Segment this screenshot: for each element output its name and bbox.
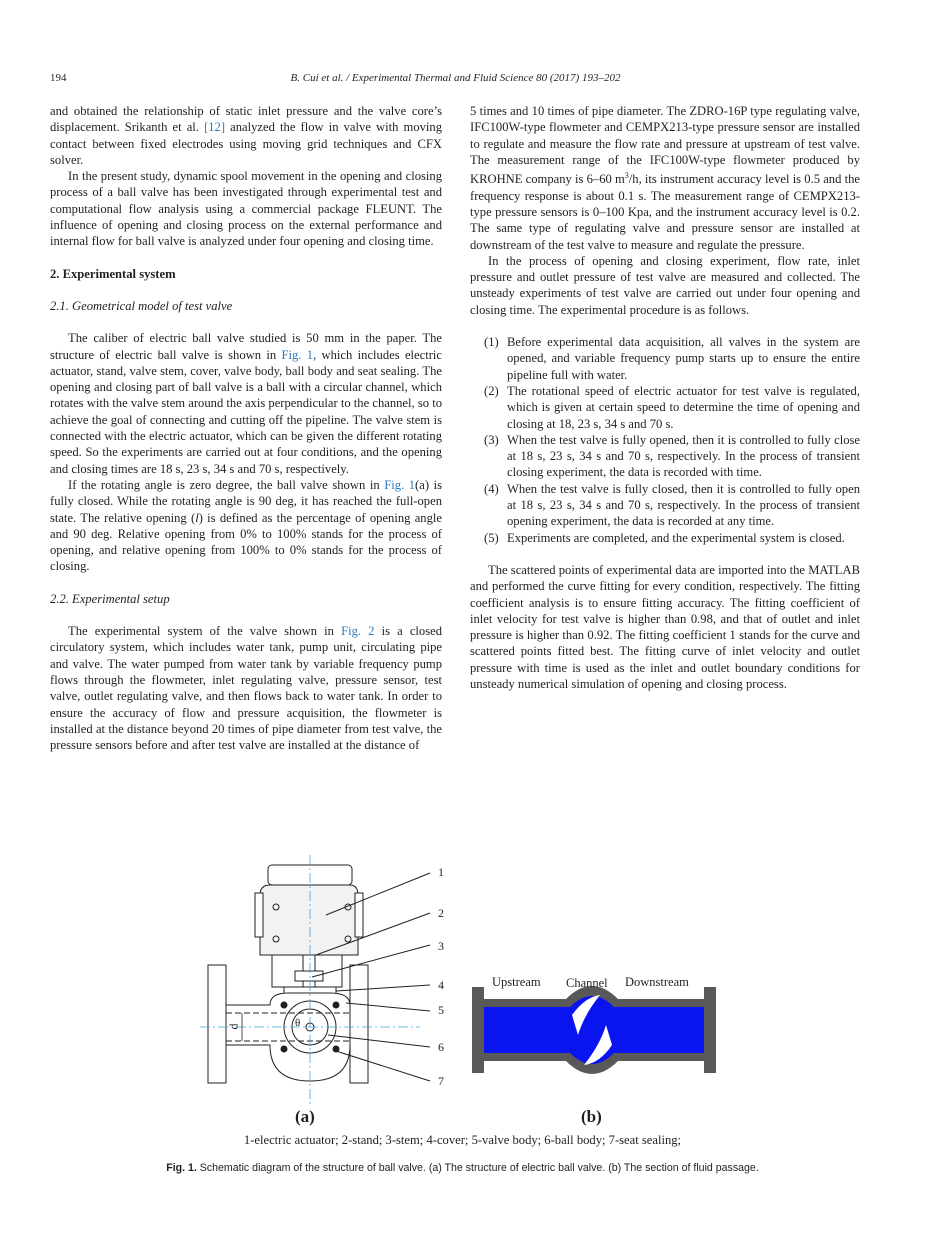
caption-label: Fig. 1. xyxy=(166,1162,197,1174)
subsection-heading: 2.1. Geometrical model of test valve xyxy=(50,298,233,313)
figure-1 xyxy=(200,855,730,1135)
channel-label: Channel xyxy=(566,976,608,990)
text: and obtained the relationship of static inlet pressure and the valve core’s displacement. Srikanth et al. xyxy=(50,104,442,135)
angle-theta-label: θ xyxy=(295,1017,301,1029)
right-column xyxy=(470,103,860,692)
figure-link[interactable]: Fig. 2 xyxy=(341,624,375,639)
callout-5: 5 xyxy=(438,1003,444,1017)
fluid-passage-section xyxy=(472,986,716,1074)
callout-1: 1 xyxy=(438,865,444,879)
list-text: When the test valve is fully opened, then it is controlled to fully close at 18 s, 23 s, 34 s and 70 s, respectively. In the process of transient closing experiment, the data is recorded with time. xyxy=(507,432,860,480)
text: ) is defined as the percentage of opening angle and 90 deg. Relative opening from 0% to 100% stands for the process of opening, and relative opening from 100% to 0% stands for the process of closing. xyxy=(50,510,442,574)
callout-6: 6 xyxy=(438,1040,444,1054)
list-number: (1) xyxy=(484,335,499,350)
paragraph: In the process of opening and closing experiment, flow rate, inlet pressure and outlet pressure of test valve are measured and collected. The unsteady experiments of test valve are carried out under four opening and closing time. The experimental procedure is as follows. xyxy=(470,253,860,317)
caption-text: Schematic diagram of the structure of ball valve. (a) The structure of electric ball valve. (b) The section of fluid passage. xyxy=(196,1162,759,1174)
figure-legend: 1-electric actuator; 2-stand; 3-stem; 4-cover; 5-valve body; 6-ball body; 7-seat sealing; xyxy=(243,1133,682,1147)
list-text: Before experimental data acquisition, all valves in the system are opened, and variable frequency pump starts up to ensure the entire pipeline full with water. xyxy=(507,335,860,382)
figure-link[interactable]: Fig. 1 xyxy=(281,347,314,362)
paragraph xyxy=(470,103,860,253)
text: The caliber of electric ball valve studied is 50 mm in the paper. The structure of electric ball valve is shown in xyxy=(50,331,442,362)
figure-caption xyxy=(0,1162,925,1174)
callout-4: 4 xyxy=(438,978,444,992)
dimension-d-label: d xyxy=(226,1023,241,1030)
left-wall-flange xyxy=(472,987,484,1073)
list-item xyxy=(470,383,860,432)
text: The experimental system of the valve shown in xyxy=(68,624,342,639)
callout-3: 3 xyxy=(438,939,444,953)
text: (a) is fully closed. While the rotating angle is 90 deg, it has reached the full-open state. The relative opening ( xyxy=(50,477,442,525)
variable: l xyxy=(195,510,199,525)
right-flange xyxy=(350,965,368,1083)
reference-link[interactable]: [12] xyxy=(204,120,226,135)
list-item xyxy=(470,432,860,481)
ball-valve-drawing xyxy=(200,855,730,1135)
list-text: When the test valve is fully closed, then it is controlled to fully open at 18 s, 23 s, 34 s and 70 s, respectively. In the process of transient opening experiment, the data is recorded at any time. xyxy=(507,481,860,529)
subsection-heading: 2.2. Experimental setup xyxy=(50,591,170,606)
procedure-list xyxy=(470,334,860,546)
list-text: Experiments are completed, and the experimental system is closed. xyxy=(507,530,845,545)
paragraph xyxy=(50,477,442,575)
page-header xyxy=(50,72,861,88)
left-flange xyxy=(208,965,226,1083)
list-item xyxy=(470,334,860,383)
list-text: The rotational speed of electric actuator for test valve is regulated, which is given at certain speed to determine the time of opening and closing at 18, 23 s, 34 s and 70 s. xyxy=(507,383,860,431)
right-wall-flange xyxy=(704,987,716,1073)
list-number: (3) xyxy=(484,432,499,447)
panel-b-label: (b) xyxy=(581,1107,602,1126)
paragraph xyxy=(50,330,442,477)
text: 5 times and 10 times of pipe diameter. The ZDRO-16P type regulating valve, IFC100W-type flowmeter and CEMPX213-type pressure sensor are installed to regulate and measure the flow rate and pressure at upstream of test valve. The measurement range of the IFC100W-type flowmeter produced by KROHNE company is 6–60 m xyxy=(470,104,860,187)
text: , which includes electric actuator, stand, valve stem, cover, valve body, ball body and seat sealing. The opening and closing part of ball valve is a ball with a circular channel, which rotates with the valve stem around the axis perpendicular to the channel, so to achieve the goal of connecting and cutting off the pipeline. The valve stem is connected with the electric actuator, which can be given the different rotating speed. So the experiments are carried out at four conditions, and the opening and closing times are 18 s, 23 s, 34 s and 70 s, respectively. xyxy=(50,347,442,476)
text: analyzed the flow in valve with moving contact between fixed electrodes using moving grid techniques and CFX solver. xyxy=(50,120,443,167)
paragraph: In the present study, dynamic spool movement in the opening and closing process of a ball valve has been investigated through experimental test and computational flow analysis using a commercial package FLEUNT. The influence of opening and closing process on the external performance and internal flow for ball valve is analyzed under four opening and closing time. xyxy=(50,169,442,249)
callout-7: 7 xyxy=(438,1074,444,1088)
list-number: (2) xyxy=(484,383,499,398)
section-heading: 2. Experimental system xyxy=(50,266,176,281)
superscript: 3 xyxy=(624,171,629,181)
upstream-label: Upstream xyxy=(492,975,541,989)
text: is a closed circulatory system, which includes water tank, pump unit, circulating pipe and valve. The water pumped from water tank by variable frequency pump flows through the flowmeter, inlet regulating valve, pressure sensor, test valve, outlet regulating valve, and then flows back to water tank. In order to ensure the accuracy of flow and pressure acquisition, the flowmeter is installed at the distance beyond 20 times of pipe diameter from test valve, the pressure sensors before and after test valve are installed at the distance of xyxy=(50,624,442,753)
list-item xyxy=(470,481,860,530)
list-item xyxy=(470,530,860,546)
panel-a-label: (a) xyxy=(295,1107,315,1126)
downstream-label: Downstream xyxy=(625,975,689,989)
paragraph xyxy=(50,623,442,753)
list-number: (5) xyxy=(484,530,499,545)
page-number: 194 xyxy=(50,72,67,84)
list-number: (4) xyxy=(484,481,499,496)
text: If the rotating angle is zero degree, the ball valve shown in xyxy=(68,477,385,492)
paragraph xyxy=(50,103,442,168)
left-column xyxy=(50,103,442,753)
text: /h, its instrument accuracy level is 0.5 and the frequency response is about 0.1 s. The measurement range of CEMPX213-type pressure sensors is 0–100 Kpa, and the instrument accuracy level is 0.2. The same type of regulating valve and pressure sensor are installed at downstream of the test valve to measure and regulate the pressure. xyxy=(470,172,860,252)
callout-2: 2 xyxy=(438,906,444,920)
figure-link[interactable]: Fig. 1 xyxy=(384,477,416,492)
paragraph: The scattered points of experimental data are imported into the MATLAB and performed the curve fitting for every condition, respectively. The fitting coefficient analysis is to ensure fitting accuracy. The fitting coefficient of inlet velocity for test valve is higher than 0.98, and that of outlet and inlet pressure is higher than 0.92. The fitting coefficient 1 stands for the curve and scattered points fitted best. The fitting curve of inlet velocity and outlet pressure with time is used as the inlet and outlet boundary conditions for unsteady numerical simulation of opening and closing process. xyxy=(470,562,860,691)
running-title: B. Cui et al. / Experimental Thermal and Fluid Science 80 (2017) 193–202 xyxy=(290,72,621,84)
